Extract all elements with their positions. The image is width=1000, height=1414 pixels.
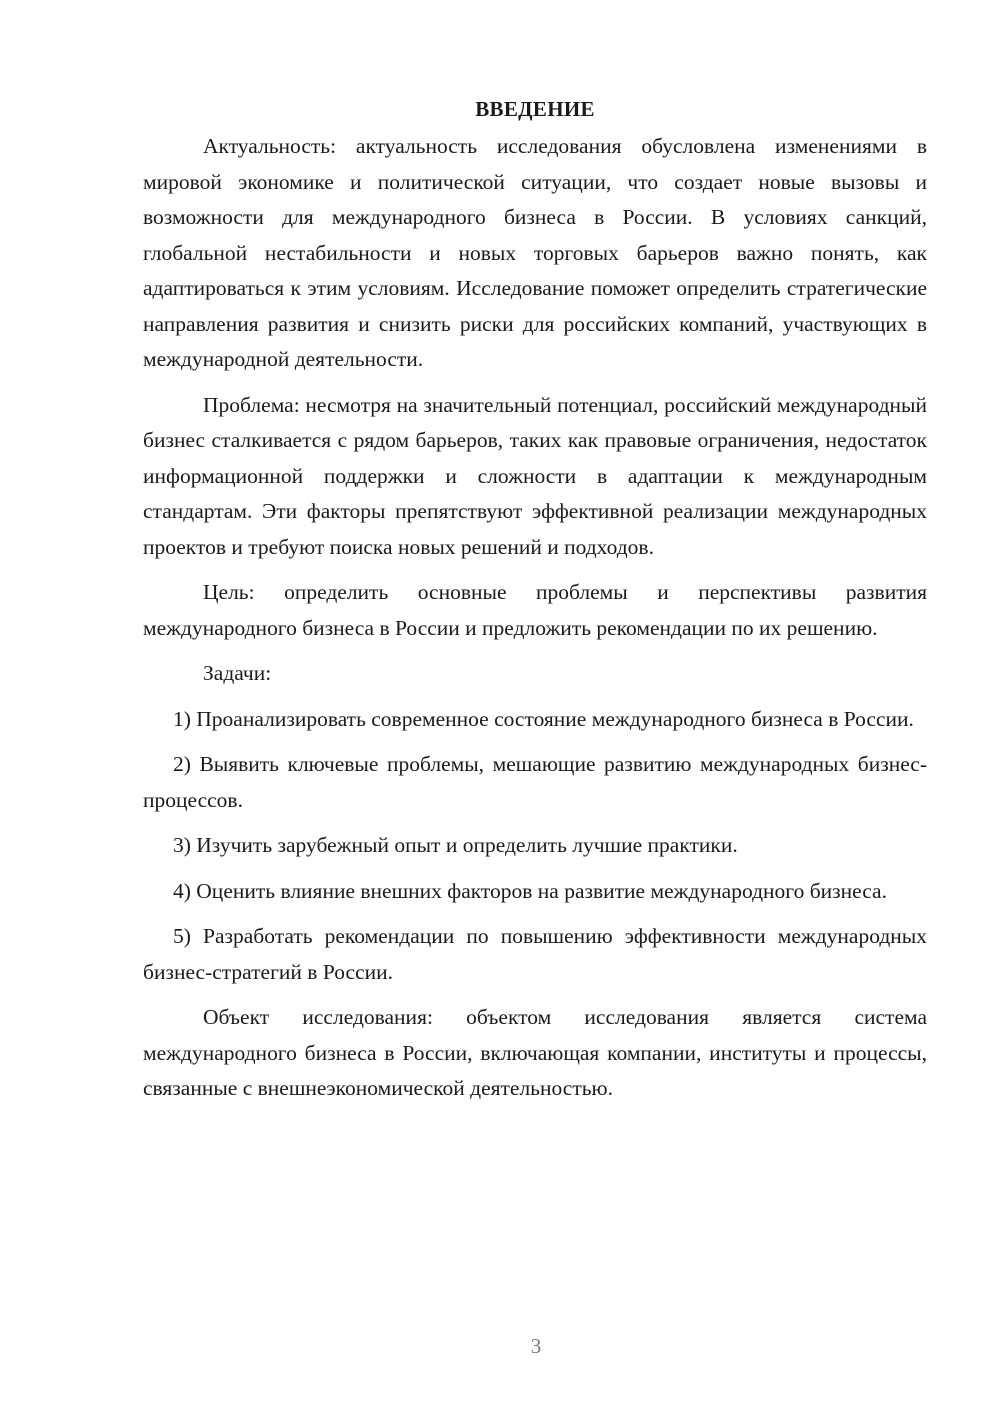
task-item-3: 3) Изучить зарубежный опыт и определить лучшие практики.: [173, 833, 738, 857]
paragraph-goal: Цель: определить основные проблемы и перспективы развития международного бизнеса в России и предложить рекомендации по их решению.: [143, 580, 927, 640]
task-item-4: 4) Оценить влияние внешних факторов на развитие международного бизнеса.: [173, 878, 887, 903]
paragraph-object: Объект исследования: объектом исследования является система международного бизнеса в России, включающая компании, институты и процессы, связанные с внешнеэкономической деятельностью.: [143, 1005, 927, 1100]
paragraph-problem: Проблема: несмотря на значительный потенциал, российский международный бизнес сталкивается с рядом барьеров, таких как правовые ограничения, недостаток информационной поддержки и сложности в адаптации к международным стандартам. Эти факторы препятствуют эффективной реализации международных проектов и требуют поиска новых решений и подходов.: [143, 392, 927, 559]
page-number: 3: [530, 1334, 542, 1358]
page-content: [143, 94, 927, 1117]
task-item-1: 1) Проанализировать современное состояние международного бизнеса в России.: [173, 706, 914, 731]
section-heading: ВВЕДЕНИЕ: [475, 97, 595, 121]
tasks-label: Задачи:: [203, 661, 272, 685]
paragraph-relevance: Актуальность: актуальность исследования обусловлена изменениями в мировой экономике и политической ситуации, что создает новые вызовы и возможности для международного бизнеса в России. В условиях санкций, глобальной нестабильности и новых торговых барьеров важно понять, как адаптироваться к этим условиям. Исследование поможет определить стратегические направления развития и снизить риски для российских компаний, участвующих в международной деятельности.: [143, 134, 927, 371]
task-item-5: 5) Разработать рекомендации по повышению эффективности международных бизнес-стратегий в России.: [143, 924, 927, 984]
task-item-2: 2) Выявить ключевые проблемы, мешающие развитию международных бизнес-процессов.: [143, 752, 927, 812]
